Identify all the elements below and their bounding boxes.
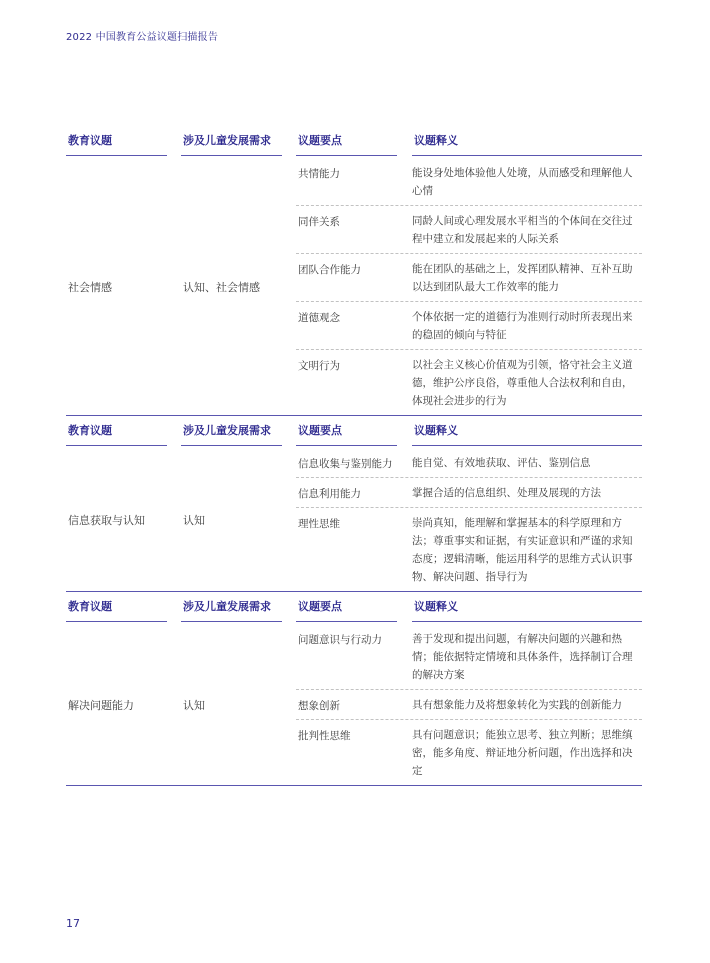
need-cell: 认知 — [183, 698, 205, 712]
header-child-development-need: 涉及儿童发展需求 — [181, 126, 282, 156]
definition-cell: 善于发现和提出问题，有解决问题的兴趣和热情；能依据特定情境和具体条件，选择制订合理的解决方案 — [412, 633, 633, 681]
header-topic-definition: 议题释义 — [412, 416, 642, 446]
header-education-topic: 教育议题 — [66, 126, 167, 156]
table-row — [296, 448, 642, 477]
topic-cell: 社会情感 — [68, 280, 112, 294]
definition-cell: 以社会主义核心价值观为引领，恪守社会主义道德，维护公序良俗，尊重他人合法权利和自由，体现社会进步的行为 — [412, 359, 633, 407]
header-topic-definition: 议题释义 — [412, 592, 642, 622]
header-topic-definition: 议题释义 — [412, 126, 642, 156]
point-cell: 共情能力 — [298, 168, 340, 180]
topic-cell: 解决问题能力 — [68, 698, 134, 712]
table-row — [296, 689, 642, 719]
header-topic-points: 议题要点 — [296, 416, 397, 446]
header-education-topic: 教育议题 — [66, 592, 167, 622]
page-number: 17 — [66, 917, 80, 930]
table-row — [296, 349, 642, 415]
point-cell: 想象创新 — [298, 700, 340, 712]
definition-cell: 个体依据一定的道德行为准则行动时所表现出来的稳固的倾向与特征 — [412, 311, 633, 341]
table-header-row — [66, 416, 642, 448]
header-topic-points: 议题要点 — [296, 592, 397, 622]
header-child-development-need: 涉及儿童发展需求 — [181, 416, 282, 446]
header-child-development-need: 涉及儿童发展需求 — [181, 592, 282, 622]
table-section — [66, 416, 642, 592]
table-header-row — [66, 592, 642, 624]
point-cell: 批判性思维 — [298, 730, 351, 742]
table-row — [296, 477, 642, 507]
definition-cell: 同龄人间或心理发展水平相当的个体间在交往过程中建立和发展起来的人际关系 — [412, 215, 633, 245]
need-cell: 认知、社会情感 — [183, 280, 260, 294]
header-topic-points: 议题要点 — [296, 126, 397, 156]
table-row — [296, 301, 642, 349]
topic-cell: 信息获取与认知 — [68, 513, 145, 527]
definition-cell: 具有想象能力及将想象转化为实践的创新能力 — [412, 699, 622, 711]
topics-table — [66, 126, 642, 786]
definition-cell: 能自觉、有效地获取、评估、鉴别信息 — [412, 457, 591, 469]
table-row — [296, 253, 642, 301]
table-section — [66, 592, 642, 786]
table-row — [296, 205, 642, 253]
definition-cell: 能在团队的基础之上，发挥团队精神、互补互助以达到团队最大工作效率的能力 — [412, 263, 633, 293]
point-cell: 理性思维 — [298, 518, 340, 530]
point-cell: 信息利用能力 — [298, 488, 361, 500]
definition-cell: 崇尚真知，能理解和掌握基本的科学原理和方法；尊重事实和证据，有实证意识和严谨的求知态度；逻辑清晰，能运用科学的思维方式认识事物、解决问题、指导行为 — [412, 517, 633, 583]
point-cell: 团队合作能力 — [298, 264, 361, 276]
point-cell: 同伴关系 — [298, 216, 340, 228]
need-cell: 认知 — [183, 513, 205, 527]
header-education-topic: 教育议题 — [66, 416, 167, 446]
table-row — [296, 624, 642, 689]
definition-cell: 掌握合适的信息组织、处理及展现的方法 — [412, 487, 601, 499]
table-row — [296, 507, 642, 591]
report-header-title: 2022 中国教育公益议题扫描报告 — [66, 32, 219, 43]
table-row — [296, 158, 642, 205]
table-header-row — [66, 126, 642, 158]
table-row — [296, 719, 642, 785]
point-cell: 信息收集与鉴别能力 — [298, 458, 393, 470]
point-cell: 文明行为 — [298, 360, 340, 372]
point-cell: 道德观念 — [298, 312, 340, 324]
point-cell: 问题意识与行动力 — [298, 634, 382, 646]
definition-cell: 具有问题意识；能独立思考、独立判断；思维缜密，能多角度、辩证地分析问题，作出选择和决定 — [412, 729, 633, 777]
table-section — [66, 126, 642, 416]
definition-cell: 能设身处地体验他人处境，从而感受和理解他人心情 — [412, 167, 633, 197]
